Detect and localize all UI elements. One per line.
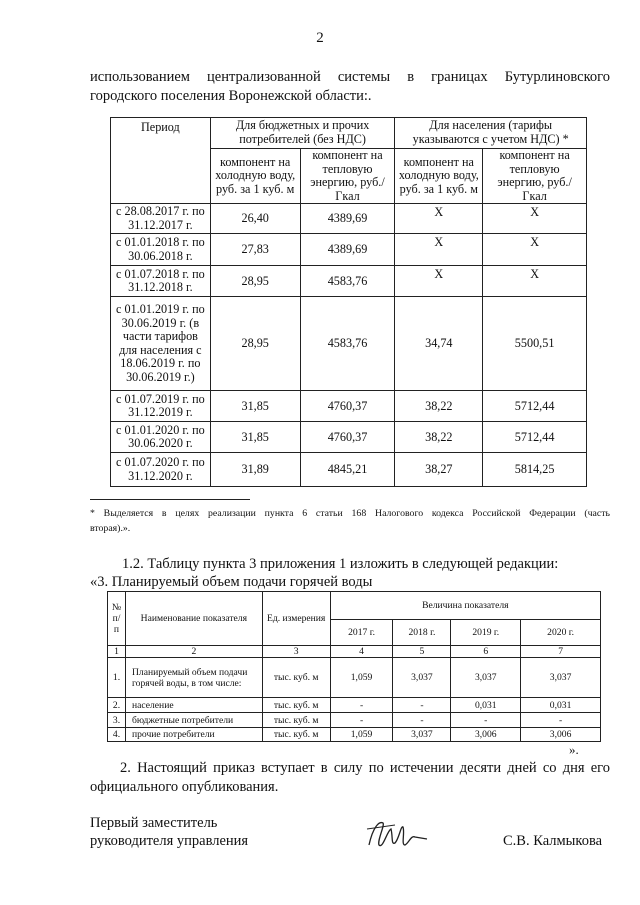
intro-line-2: городского поселения Воронежской области:. <box>90 88 372 104</box>
value-cell: 3,037 <box>393 728 451 742</box>
table-row <box>111 422 587 453</box>
unit-cell: тыс. куб. м <box>262 728 330 742</box>
row-number: 4. <box>108 728 126 742</box>
header-year: 2019 г. <box>451 620 521 646</box>
footnote-line-2: вторая).». <box>90 523 131 534</box>
unit-cell: тыс. куб. м <box>262 713 330 728</box>
value-cell: 38,27 <box>395 453 483 487</box>
value-cell: 1,059 <box>330 658 393 698</box>
paragraph-2-line-1: 2. Настоящий приказ вступает в силу по истечении десяти дней со дня его <box>120 760 610 776</box>
value-cell: 27,83 <box>210 234 300 266</box>
value-cell: - <box>393 698 451 713</box>
column-number: 3 <box>262 646 330 658</box>
table-row <box>108 658 601 698</box>
value-cell: 0,031 <box>521 698 601 713</box>
value-cell: 5712,44 <box>483 422 587 453</box>
value-cell: 4583,76 <box>300 266 395 297</box>
footnote <box>90 506 610 536</box>
page-number: 2 <box>316 30 324 46</box>
value-cell: 5814,25 <box>483 453 587 487</box>
value-cell: 4389,69 <box>300 234 395 266</box>
header-year: 2018 г. <box>393 620 451 646</box>
value-cell: Х <box>395 234 483 266</box>
table-row <box>111 453 587 487</box>
value-cell: Х <box>395 266 483 297</box>
table-row <box>111 234 587 266</box>
indicator-name: население <box>125 698 262 713</box>
table2-title: «3. Планируемый объем подачи горячей воды <box>90 574 373 590</box>
value-cell: 28,95 <box>210 297 300 391</box>
value-cell: 3,006 <box>521 728 601 742</box>
column-number: 2 <box>125 646 262 658</box>
indicator-name: прочие потребители <box>125 728 262 742</box>
period-cell: с 01.01.2020 г. по 30.06.2020 г. <box>111 422 211 453</box>
value-cell: - <box>451 713 521 728</box>
header-value: Величина показателя <box>330 592 600 620</box>
header-heat-energy-pop: компонент на тепловую энергию, руб./Гкал <box>483 149 587 204</box>
signatory-title-line-1: Первый заместитель <box>90 815 218 831</box>
value-cell: - <box>393 713 451 728</box>
signature-scribble <box>365 815 435 855</box>
volume-table <box>107 591 601 742</box>
value-cell: 5500,51 <box>483 297 587 391</box>
value-cell: 34,74 <box>395 297 483 391</box>
value-cell: 3,037 <box>393 658 451 698</box>
value-cell: 38,22 <box>395 422 483 453</box>
indicator-name: бюджетные потребители <box>125 713 262 728</box>
header-budget: Для бюджетных и прочих потребителей (без НДС) <box>210 118 395 149</box>
column-number: 7 <box>521 646 601 658</box>
period-cell: с 28.08.2017 г. по 31.12.2017 г. <box>111 204 211 234</box>
signatory-title-line-2: руководителя управления <box>90 833 249 849</box>
table-row <box>108 698 601 713</box>
header-heat-energy: компонент на тепловую энергию, руб./Гкал <box>300 149 395 204</box>
table-row <box>111 266 587 297</box>
row-number: 1. <box>108 658 126 698</box>
value-cell: - <box>330 698 393 713</box>
value-cell: 1,059 <box>330 728 393 742</box>
value-cell: 3,006 <box>451 728 521 742</box>
table-row <box>108 713 601 728</box>
value-cell: Х <box>483 234 587 266</box>
header-year: 2020 г. <box>521 620 601 646</box>
column-number: 5 <box>393 646 451 658</box>
column-number: 6 <box>451 646 521 658</box>
column-number: 1 <box>108 646 126 658</box>
section-heading: 1.2. Таблицу пункта 3 приложения 1 изложить в следующей редакции: <box>122 556 559 572</box>
value-cell: 31,89 <box>210 453 300 487</box>
value-cell: 3,037 <box>451 658 521 698</box>
value-cell: Х <box>483 204 587 234</box>
indicator-name: Планируемый объем подачи горячей воды, в том числе: <box>125 658 262 698</box>
period-cell: с 01.07.2018 г. по 31.12.2018 г. <box>111 266 211 297</box>
header-cold-water: компонент на холодную воду, руб. за 1 куб. м <box>210 149 300 204</box>
value-cell: 28,95 <box>210 266 300 297</box>
period-cell: с 01.07.2019 г. по 31.12.2019 г. <box>111 391 211 422</box>
unit-cell: тыс. куб. м <box>262 658 330 698</box>
value-cell: - <box>521 713 601 728</box>
value-cell: 4389,69 <box>300 204 395 234</box>
table-row <box>111 297 587 391</box>
row-number: 2. <box>108 698 126 713</box>
header-num: № п/ п <box>108 592 126 646</box>
value-cell: 4583,76 <box>300 297 395 391</box>
intro-line-1: использованием централизованной системы в границах Бутурлиновского <box>90 69 610 85</box>
header-cold-water-pop: компонент на холодную воду, руб. за 1 куб. м <box>395 149 483 204</box>
header-period: Период <box>111 118 211 204</box>
value-cell: 4760,37 <box>300 422 395 453</box>
value-cell: - <box>330 713 393 728</box>
value-cell: 31,85 <box>210 422 300 453</box>
period-cell: с 01.01.2018 г. по 30.06.2018 г. <box>111 234 211 266</box>
column-number: 4 <box>330 646 393 658</box>
paragraph-2-line-2: официального опубликования. <box>90 779 279 795</box>
period-cell: с 01.01.2019 г. по 30.06.2019 г. (в части тарифов для населения с 18.06.2019 г. по 30.06.2019 г.) <box>111 297 211 391</box>
value-cell: 0,031 <box>451 698 521 713</box>
unit-cell: тыс. куб. м <box>262 698 330 713</box>
header-population: Для населения (тарифы указываются с учетом НДС) * <box>395 118 587 149</box>
value-cell: 38,22 <box>395 391 483 422</box>
header-name: Наименование показателя <box>125 592 262 646</box>
footnote-line-1: * Выделяется в целях реализации пункта 6 статьи 168 Налогового кодекса Российской Федерации (часть <box>90 508 610 519</box>
header-unit: Ед. измерения <box>262 592 330 646</box>
value-cell: Х <box>483 266 587 297</box>
table2-closing-quote: ». <box>569 742 579 757</box>
period-cell: с 01.07.2020 г. по 31.12.2020 г. <box>111 453 211 487</box>
table-row <box>111 204 587 234</box>
value-cell: 4760,37 <box>300 391 395 422</box>
value-cell: Х <box>395 204 483 234</box>
tariff-table <box>110 117 587 487</box>
table-row <box>111 391 587 422</box>
header-year: 2017 г. <box>330 620 393 646</box>
value-cell: 26,40 <box>210 204 300 234</box>
signatory-name: С.В. Калмыкова <box>503 833 603 849</box>
value-cell: 4845,21 <box>300 453 395 487</box>
footnote-divider <box>90 499 250 500</box>
row-number: 3. <box>108 713 126 728</box>
table-row <box>108 728 601 742</box>
value-cell: 31,85 <box>210 391 300 422</box>
value-cell: 3,037 <box>521 658 601 698</box>
value-cell: 5712,44 <box>483 391 587 422</box>
